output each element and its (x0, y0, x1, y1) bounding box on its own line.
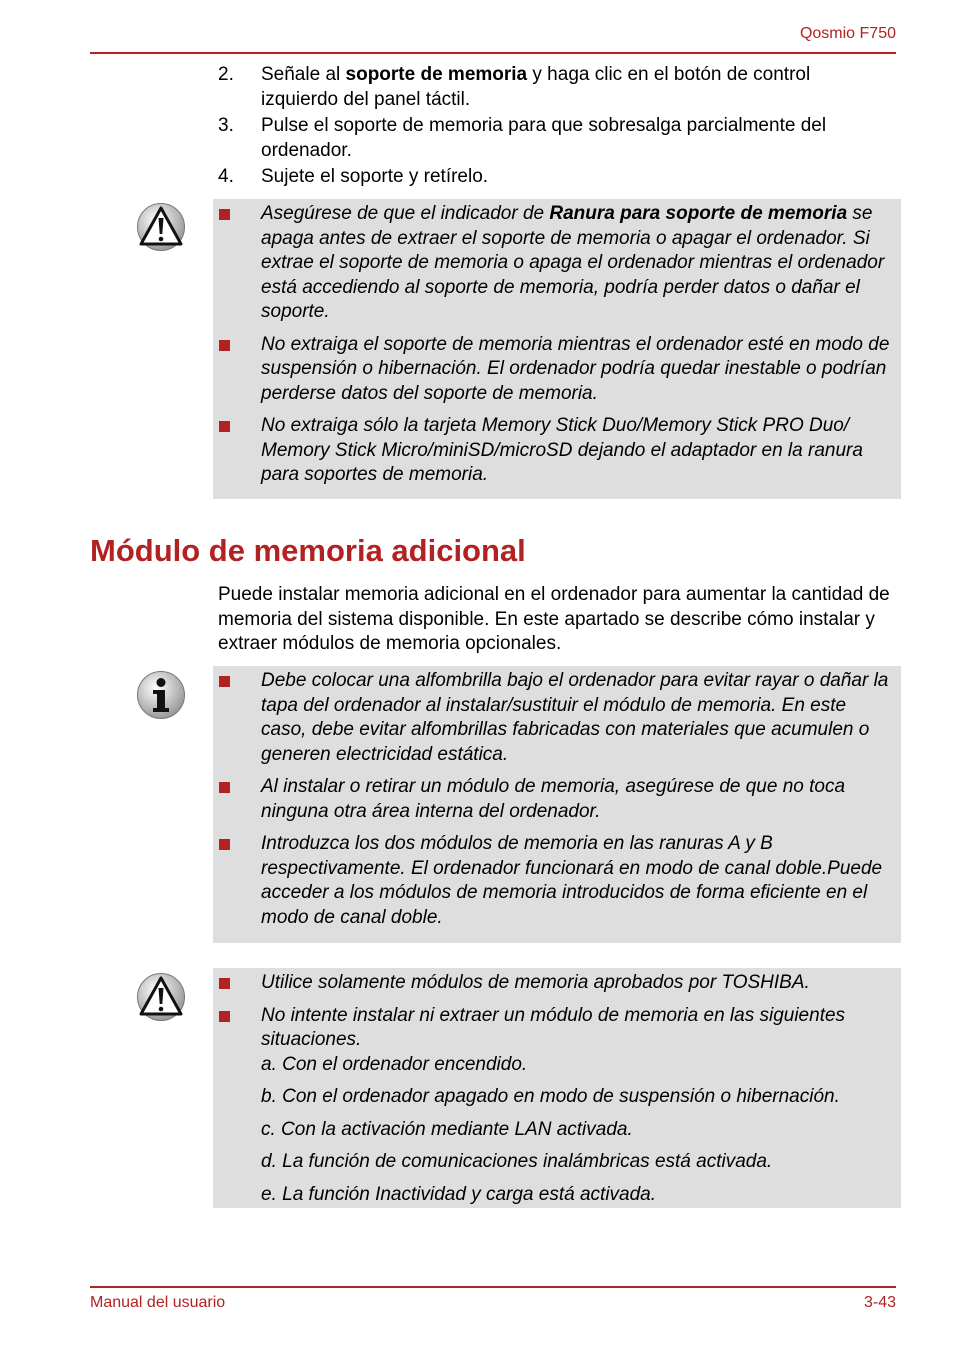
caution-item: No intente instalar ni extraer un módulo de memoria en las siguientes situaciones. a. Con el ordenador encendido. b. Con el ordenador apagado en modo de suspensión o hibernación. c. Con la activación mediante LAN activada. d. La función de comunicaciones inalámbricas está activada. e. La función Inactividad y carga está activada. (213, 1004, 891, 1208)
step-4 (218, 165, 878, 190)
step-number: 3. (218, 115, 234, 136)
footer-rule (90, 1286, 896, 1288)
situation-item: c. Con la activación mediante LAN activada. (261, 1118, 633, 1140)
situation-item: e. La función Inactividad y carga está activada. (261, 1183, 657, 1205)
running-header-title: Qosmio F750 (799, 25, 896, 42)
caution-item: Utilice solamente módulos de memoria aprobados por TOSHIBA. (213, 971, 891, 996)
square-bullet-icon (219, 340, 230, 351)
info-icon (136, 670, 186, 720)
caution-box-sd (213, 199, 901, 499)
square-bullet-icon (219, 1011, 230, 1022)
square-bullet-icon (219, 209, 230, 220)
step-bold-term: soporte de memoria (345, 64, 528, 85)
step-3 (218, 114, 878, 163)
steps-list (218, 63, 878, 192)
info-item: Introduzca los dos módulos de memoria en las ranuras A y B respectivamente. El ordenador funcionará en modo de canal doble.Puede acceder a los módulos de memoria introducidos de forma eficiente en el modo de canal doble. (213, 832, 891, 930)
section-title: Módulo de memoria adicional (90, 533, 526, 568)
info-box-memory (213, 666, 901, 943)
situation-item: a. Con el ordenador encendido. (261, 1053, 528, 1075)
step-text: Sujete el soporte y retírelo. (261, 166, 489, 187)
warning-icon (136, 972, 186, 1022)
square-bullet-icon (219, 676, 230, 687)
step-2 (218, 63, 878, 112)
step-number: 2. (218, 64, 234, 85)
warning-icon (136, 202, 186, 252)
caution-item: Asegúrese de que el indicador de Ranura para soporte de memoria se apaga antes de extraer el soporte de memoria o apagar el ordenador. Si extrae el soporte de memoria o apaga el ordenador mientras el ordenador está accediendo al soporte de memoria, podría perder datos o dañar el soporte. (213, 202, 891, 325)
info-item: Debe colocar una alfombrilla bajo el ordenador para evitar rayar o dañar la tapa del ordenador al instalar/sustituir el módulo de memoria. En este caso, debe evitar alfombrillas fabricadas con materiales que acumulen o generen electricidad estática. (213, 669, 891, 767)
square-bullet-icon (219, 839, 230, 850)
square-bullet-icon (219, 978, 230, 989)
caution-item: No extraiga el soporte de memoria mientras el ordenador esté en modo de suspensión o hibernación. El ordenador podría quedar inestable o podrían perderse datos del soporte de memoria. (213, 333, 891, 407)
header-rule (90, 52, 896, 54)
caution-item: No extraiga sólo la tarjeta Memory Stick Duo/Memory Stick PRO Duo/ Memory Stick Micro/miniSD/microSD dejando el adaptador en la ranura para soportes de memoria. (213, 414, 891, 488)
page-number: 3-43 (863, 1294, 896, 1311)
step-number: 4. (218, 166, 234, 187)
footer-manual-title: Manual del usuario (90, 1294, 226, 1311)
square-bullet-icon (219, 421, 230, 432)
square-bullet-icon (219, 782, 230, 793)
caution-bold-term: Ranura para soporte de memoria (549, 203, 848, 224)
step-text: y haga clic en el botón de control izquierdo del panel táctil. (261, 64, 811, 110)
situation-item: d. La función de comunicaciones inalámbricas está activada. (261, 1151, 773, 1172)
step-text: Señale al (261, 64, 346, 85)
caution-box-memory (213, 968, 901, 1208)
section-intro: Puede instalar memoria adicional en el ordenador para aumentar la cantidad de memoria del sistema disponible. En este apartado se describe cómo instalar y extraer módulos de memoria opcionales. (218, 584, 890, 654)
step-text: Pulse el soporte de memoria para que sobresalga parcialmente del ordenador. (261, 115, 827, 161)
situation-item: b. Con el ordenador apagado en modo de suspensión o hibernación. (261, 1086, 840, 1107)
info-item: Al instalar o retirar un módulo de memoria, asegúrese de que no toca ninguna otra área interna del ordenador. (213, 775, 891, 824)
